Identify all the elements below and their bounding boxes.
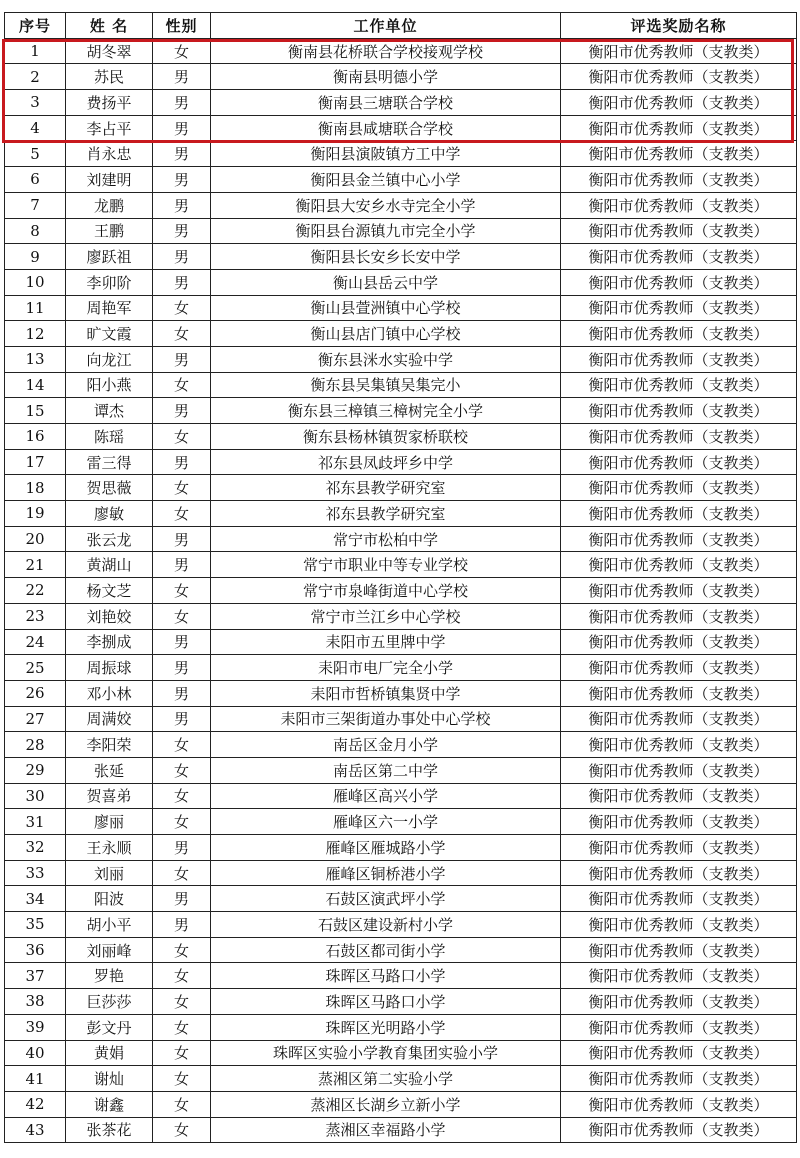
table-row <box>5 680 797 706</box>
row-gender: 女 <box>153 937 211 963</box>
table-row <box>5 192 797 218</box>
table-row <box>5 757 797 783</box>
row-name: 周艳军 <box>66 295 153 321</box>
row-award: 衡阳市优秀教师（支教类） <box>561 269 797 295</box>
row-unit: 衡阳县长安乡长安中学 <box>211 244 561 270</box>
row-no: 20 <box>5 526 66 552</box>
row-gender: 女 <box>153 860 211 886</box>
row-gender: 男 <box>153 346 211 372</box>
table-row <box>5 989 797 1015</box>
row-award: 衡阳市优秀教师（支教类） <box>561 141 797 167</box>
row-award: 衡阳市优秀教师（支教类） <box>561 912 797 938</box>
row-name: 胡冬翠 <box>66 38 153 64</box>
row-no: 14 <box>5 372 66 398</box>
row-unit: 雁峰区雁城路小学 <box>211 835 561 861</box>
row-award: 衡阳市优秀教师（支教类） <box>561 732 797 758</box>
table-row <box>5 115 797 141</box>
row-unit: 衡东县三樟镇三樟树完全小学 <box>211 398 561 424</box>
row-gender: 男 <box>153 835 211 861</box>
award-table <box>4 12 797 1143</box>
row-gender: 男 <box>153 90 211 116</box>
row-no: 21 <box>5 552 66 578</box>
row-unit: 南岳区金月小学 <box>211 732 561 758</box>
row-no: 25 <box>5 655 66 681</box>
header-gender: 性别 <box>153 13 211 39</box>
row-gender: 女 <box>153 475 211 501</box>
row-gender: 男 <box>153 680 211 706</box>
row-name: 胡小平 <box>66 912 153 938</box>
table-row <box>5 38 797 64</box>
row-name: 谭杰 <box>66 398 153 424</box>
row-unit: 衡东县洣水实验中学 <box>211 346 561 372</box>
table-row <box>5 346 797 372</box>
row-unit: 祁东县凤歧坪乡中学 <box>211 449 561 475</box>
row-name: 谢灿 <box>66 1066 153 1092</box>
row-unit: 衡阳县演陂镇方工中学 <box>211 141 561 167</box>
table-row <box>5 424 797 450</box>
row-award: 衡阳市优秀教师（支教类） <box>561 346 797 372</box>
row-name: 李卯阶 <box>66 269 153 295</box>
row-name: 黄湖山 <box>66 552 153 578</box>
row-unit: 常宁市兰江乡中心学校 <box>211 603 561 629</box>
row-gender: 女 <box>153 321 211 347</box>
row-no: 30 <box>5 783 66 809</box>
row-name: 周振球 <box>66 655 153 681</box>
row-gender: 男 <box>153 218 211 244</box>
row-name: 向龙江 <box>66 346 153 372</box>
row-name: 刘艳姣 <box>66 603 153 629</box>
row-name: 旷文霞 <box>66 321 153 347</box>
row-unit: 祁东县教学研究室 <box>211 475 561 501</box>
row-name: 张延 <box>66 757 153 783</box>
row-no: 5 <box>5 141 66 167</box>
row-gender: 男 <box>153 449 211 475</box>
table-row <box>5 1117 797 1143</box>
row-award: 衡阳市优秀教师（支教类） <box>561 989 797 1015</box>
row-gender: 男 <box>153 192 211 218</box>
row-no: 42 <box>5 1091 66 1117</box>
row-award: 衡阳市优秀教师（支教类） <box>561 757 797 783</box>
row-no: 4 <box>5 115 66 141</box>
row-award: 衡阳市优秀教师（支教类） <box>561 886 797 912</box>
row-award: 衡阳市优秀教师（支教类） <box>561 680 797 706</box>
row-award: 衡阳市优秀教师（支教类） <box>561 64 797 90</box>
row-name: 张云龙 <box>66 526 153 552</box>
row-no: 32 <box>5 835 66 861</box>
table-row <box>5 218 797 244</box>
table-row <box>5 449 797 475</box>
row-gender: 女 <box>153 424 211 450</box>
row-award: 衡阳市优秀教师（支教类） <box>561 937 797 963</box>
row-gender: 女 <box>153 1066 211 1092</box>
row-name: 刘丽峰 <box>66 937 153 963</box>
row-gender: 男 <box>153 912 211 938</box>
row-no: 8 <box>5 218 66 244</box>
row-award: 衡阳市优秀教师（支教类） <box>561 629 797 655</box>
row-gender: 女 <box>153 501 211 527</box>
row-no: 9 <box>5 244 66 270</box>
table-row <box>5 835 797 861</box>
row-award: 衡阳市优秀教师（支教类） <box>561 449 797 475</box>
header-name: 姓 名 <box>66 13 153 39</box>
header-unit: 工作单位 <box>211 13 561 39</box>
row-no: 12 <box>5 321 66 347</box>
table-row <box>5 526 797 552</box>
row-no: 36 <box>5 937 66 963</box>
row-no: 15 <box>5 398 66 424</box>
row-unit: 石鼓区都司街小学 <box>211 937 561 963</box>
row-gender: 女 <box>153 603 211 629</box>
table-row <box>5 629 797 655</box>
table-row <box>5 1091 797 1117</box>
row-award: 衡阳市优秀教师（支教类） <box>561 860 797 886</box>
row-name: 黄娟 <box>66 1040 153 1066</box>
table-row <box>5 372 797 398</box>
row-unit: 衡山县萱洲镇中心学校 <box>211 295 561 321</box>
row-award: 衡阳市优秀教师（支教类） <box>561 603 797 629</box>
table-row <box>5 706 797 732</box>
row-unit: 衡阳县大安乡水寺完全小学 <box>211 192 561 218</box>
row-no: 27 <box>5 706 66 732</box>
row-name: 张茶花 <box>66 1117 153 1143</box>
row-no: 39 <box>5 1014 66 1040</box>
table-row <box>5 244 797 270</box>
row-no: 17 <box>5 449 66 475</box>
table-body <box>5 38 797 1143</box>
row-unit: 蒸湘区长湖乡立新小学 <box>211 1091 561 1117</box>
row-gender: 男 <box>153 526 211 552</box>
row-no: 16 <box>5 424 66 450</box>
table-row <box>5 578 797 604</box>
row-no: 1 <box>5 38 66 64</box>
row-unit: 珠晖区马路口小学 <box>211 963 561 989</box>
row-unit: 衡南县明德小学 <box>211 64 561 90</box>
row-gender: 男 <box>153 398 211 424</box>
row-award: 衡阳市优秀教师（支教类） <box>561 963 797 989</box>
row-unit: 常宁市松柏中学 <box>211 526 561 552</box>
row-name: 陈瑶 <box>66 424 153 450</box>
row-award: 衡阳市优秀教师（支教类） <box>561 1040 797 1066</box>
row-award: 衡阳市优秀教师（支教类） <box>561 1014 797 1040</box>
row-award: 衡阳市优秀教师（支教类） <box>561 321 797 347</box>
row-unit: 衡南县三塘联合学校 <box>211 90 561 116</box>
row-award: 衡阳市优秀教师（支教类） <box>561 809 797 835</box>
row-no: 33 <box>5 860 66 886</box>
row-name: 李捌成 <box>66 629 153 655</box>
row-gender: 女 <box>153 732 211 758</box>
table-row <box>5 501 797 527</box>
row-gender: 女 <box>153 295 211 321</box>
row-gender: 女 <box>153 989 211 1015</box>
row-gender: 男 <box>153 706 211 732</box>
row-name: 贺喜弟 <box>66 783 153 809</box>
row-unit: 蒸湘区幸福路小学 <box>211 1117 561 1143</box>
row-unit: 常宁市泉峰街道中心学校 <box>211 578 561 604</box>
row-gender: 男 <box>153 629 211 655</box>
row-name: 周满姣 <box>66 706 153 732</box>
table-row <box>5 269 797 295</box>
table-row <box>5 1066 797 1092</box>
row-name: 阳波 <box>66 886 153 912</box>
row-no: 13 <box>5 346 66 372</box>
table-row <box>5 809 797 835</box>
table-row <box>5 167 797 193</box>
row-gender: 男 <box>153 141 211 167</box>
table-row <box>5 1014 797 1040</box>
table-row <box>5 783 797 809</box>
row-no: 34 <box>5 886 66 912</box>
row-no: 31 <box>5 809 66 835</box>
row-no: 35 <box>5 912 66 938</box>
row-unit: 祁东县教学研究室 <box>211 501 561 527</box>
table-header-row <box>5 13 797 39</box>
row-gender: 男 <box>153 269 211 295</box>
row-gender: 女 <box>153 809 211 835</box>
row-no: 7 <box>5 192 66 218</box>
row-name: 杨文芝 <box>66 578 153 604</box>
row-name: 彭文丹 <box>66 1014 153 1040</box>
row-no: 23 <box>5 603 66 629</box>
row-gender: 女 <box>153 1014 211 1040</box>
row-award: 衡阳市优秀教师（支教类） <box>561 192 797 218</box>
row-unit: 衡山县岳云中学 <box>211 269 561 295</box>
row-gender: 男 <box>153 244 211 270</box>
row-name: 龙鹏 <box>66 192 153 218</box>
table-row <box>5 732 797 758</box>
row-unit: 衡南县花桥联合学校接观学校 <box>211 38 561 64</box>
row-award: 衡阳市优秀教师（支教类） <box>561 552 797 578</box>
header-award: 评选奖励名称 <box>561 13 797 39</box>
row-award: 衡阳市优秀教师（支教类） <box>561 424 797 450</box>
row-no: 24 <box>5 629 66 655</box>
row-award: 衡阳市优秀教师（支教类） <box>561 501 797 527</box>
row-no: 19 <box>5 501 66 527</box>
row-award: 衡阳市优秀教师（支教类） <box>561 1091 797 1117</box>
row-gender: 女 <box>153 757 211 783</box>
row-unit: 雁峰区高兴小学 <box>211 783 561 809</box>
row-unit: 珠晖区马路口小学 <box>211 989 561 1015</box>
row-unit: 耒阳市三架街道办事处中心学校 <box>211 706 561 732</box>
row-unit: 耒阳市五里牌中学 <box>211 629 561 655</box>
row-name: 刘建明 <box>66 167 153 193</box>
row-name: 廖敏 <box>66 501 153 527</box>
row-unit: 珠晖区实验小学教育集团实验小学 <box>211 1040 561 1066</box>
table-row <box>5 886 797 912</box>
row-gender: 女 <box>153 783 211 809</box>
row-award: 衡阳市优秀教师（支教类） <box>561 398 797 424</box>
table-row <box>5 90 797 116</box>
row-name: 廖跃祖 <box>66 244 153 270</box>
table-row <box>5 552 797 578</box>
row-unit: 石鼓区演武坪小学 <box>211 886 561 912</box>
row-gender: 女 <box>153 1091 211 1117</box>
row-name: 雷三得 <box>66 449 153 475</box>
row-award: 衡阳市优秀教师（支教类） <box>561 115 797 141</box>
row-name: 王永顺 <box>66 835 153 861</box>
row-no: 43 <box>5 1117 66 1143</box>
row-name: 李阳荣 <box>66 732 153 758</box>
table-row <box>5 655 797 681</box>
row-name: 谢鑫 <box>66 1091 153 1117</box>
row-gender: 男 <box>153 552 211 578</box>
row-gender: 女 <box>153 38 211 64</box>
row-award: 衡阳市优秀教师（支教类） <box>561 655 797 681</box>
row-name: 肖永忠 <box>66 141 153 167</box>
row-unit: 衡东县杨林镇贺家桥联校 <box>211 424 561 450</box>
row-no: 6 <box>5 167 66 193</box>
row-award: 衡阳市优秀教师（支教类） <box>561 835 797 861</box>
row-name: 巨莎莎 <box>66 989 153 1015</box>
row-name: 王鹏 <box>66 218 153 244</box>
row-unit: 衡山县店门镇中心学校 <box>211 321 561 347</box>
table-row <box>5 475 797 501</box>
row-no: 37 <box>5 963 66 989</box>
row-no: 11 <box>5 295 66 321</box>
row-award: 衡阳市优秀教师（支教类） <box>561 244 797 270</box>
row-award: 衡阳市优秀教师（支教类） <box>561 578 797 604</box>
row-award: 衡阳市优秀教师（支教类） <box>561 218 797 244</box>
row-gender: 女 <box>153 1117 211 1143</box>
row-award: 衡阳市优秀教师（支教类） <box>561 372 797 398</box>
row-unit: 珠晖区光明路小学 <box>211 1014 561 1040</box>
table-row <box>5 141 797 167</box>
row-no: 18 <box>5 475 66 501</box>
row-name: 邓小林 <box>66 680 153 706</box>
row-no: 10 <box>5 269 66 295</box>
row-unit: 雁峰区铜桥港小学 <box>211 860 561 886</box>
row-name: 贺思薇 <box>66 475 153 501</box>
header-no: 序号 <box>5 13 66 39</box>
table-row <box>5 603 797 629</box>
row-name: 廖丽 <box>66 809 153 835</box>
table-row <box>5 912 797 938</box>
row-gender: 男 <box>153 64 211 90</box>
row-unit: 雁峰区六一小学 <box>211 809 561 835</box>
row-unit: 石鼓区建设新村小学 <box>211 912 561 938</box>
row-no: 41 <box>5 1066 66 1092</box>
row-unit: 衡东县吴集镇吴集完小 <box>211 372 561 398</box>
row-no: 2 <box>5 64 66 90</box>
row-name: 苏民 <box>66 64 153 90</box>
row-unit: 常宁市职业中等专业学校 <box>211 552 561 578</box>
row-unit: 衡南县咸塘联合学校 <box>211 115 561 141</box>
table-row <box>5 295 797 321</box>
row-no: 28 <box>5 732 66 758</box>
row-unit: 南岳区第二中学 <box>211 757 561 783</box>
row-award: 衡阳市优秀教师（支教类） <box>561 475 797 501</box>
row-unit: 衡阳县台源镇九市完全小学 <box>211 218 561 244</box>
row-no: 3 <box>5 90 66 116</box>
row-no: 29 <box>5 757 66 783</box>
row-gender: 女 <box>153 372 211 398</box>
teacher-award-list <box>4 12 796 1143</box>
table-row <box>5 1040 797 1066</box>
row-unit: 耒阳市电厂完全小学 <box>211 655 561 681</box>
table-row <box>5 321 797 347</box>
row-award: 衡阳市优秀教师（支教类） <box>561 526 797 552</box>
table-row <box>5 860 797 886</box>
row-unit: 衡阳县金兰镇中心小学 <box>211 167 561 193</box>
row-name: 李占平 <box>66 115 153 141</box>
row-gender: 男 <box>153 167 211 193</box>
row-gender: 男 <box>153 655 211 681</box>
row-no: 38 <box>5 989 66 1015</box>
table-row <box>5 937 797 963</box>
row-gender: 女 <box>153 963 211 989</box>
row-award: 衡阳市优秀教师（支教类） <box>561 1117 797 1143</box>
row-award: 衡阳市优秀教师（支教类） <box>561 295 797 321</box>
row-name: 刘丽 <box>66 860 153 886</box>
row-unit: 耒阳市哲桥镇集贤中学 <box>211 680 561 706</box>
row-award: 衡阳市优秀教师（支教类） <box>561 90 797 116</box>
row-award: 衡阳市优秀教师（支教类） <box>561 38 797 64</box>
row-award: 衡阳市优秀教师（支教类） <box>561 706 797 732</box>
row-gender: 男 <box>153 115 211 141</box>
row-gender: 女 <box>153 1040 211 1066</box>
row-no: 40 <box>5 1040 66 1066</box>
row-no: 26 <box>5 680 66 706</box>
row-gender: 女 <box>153 578 211 604</box>
row-award: 衡阳市优秀教师（支教类） <box>561 1066 797 1092</box>
table-row <box>5 64 797 90</box>
row-name: 罗艳 <box>66 963 153 989</box>
row-name: 费扬平 <box>66 90 153 116</box>
row-no: 22 <box>5 578 66 604</box>
row-award: 衡阳市优秀教师（支教类） <box>561 167 797 193</box>
table-row <box>5 963 797 989</box>
row-name: 阳小燕 <box>66 372 153 398</box>
row-gender: 男 <box>153 886 211 912</box>
row-unit: 蒸湘区第二实验小学 <box>211 1066 561 1092</box>
table-row <box>5 398 797 424</box>
row-award: 衡阳市优秀教师（支教类） <box>561 783 797 809</box>
